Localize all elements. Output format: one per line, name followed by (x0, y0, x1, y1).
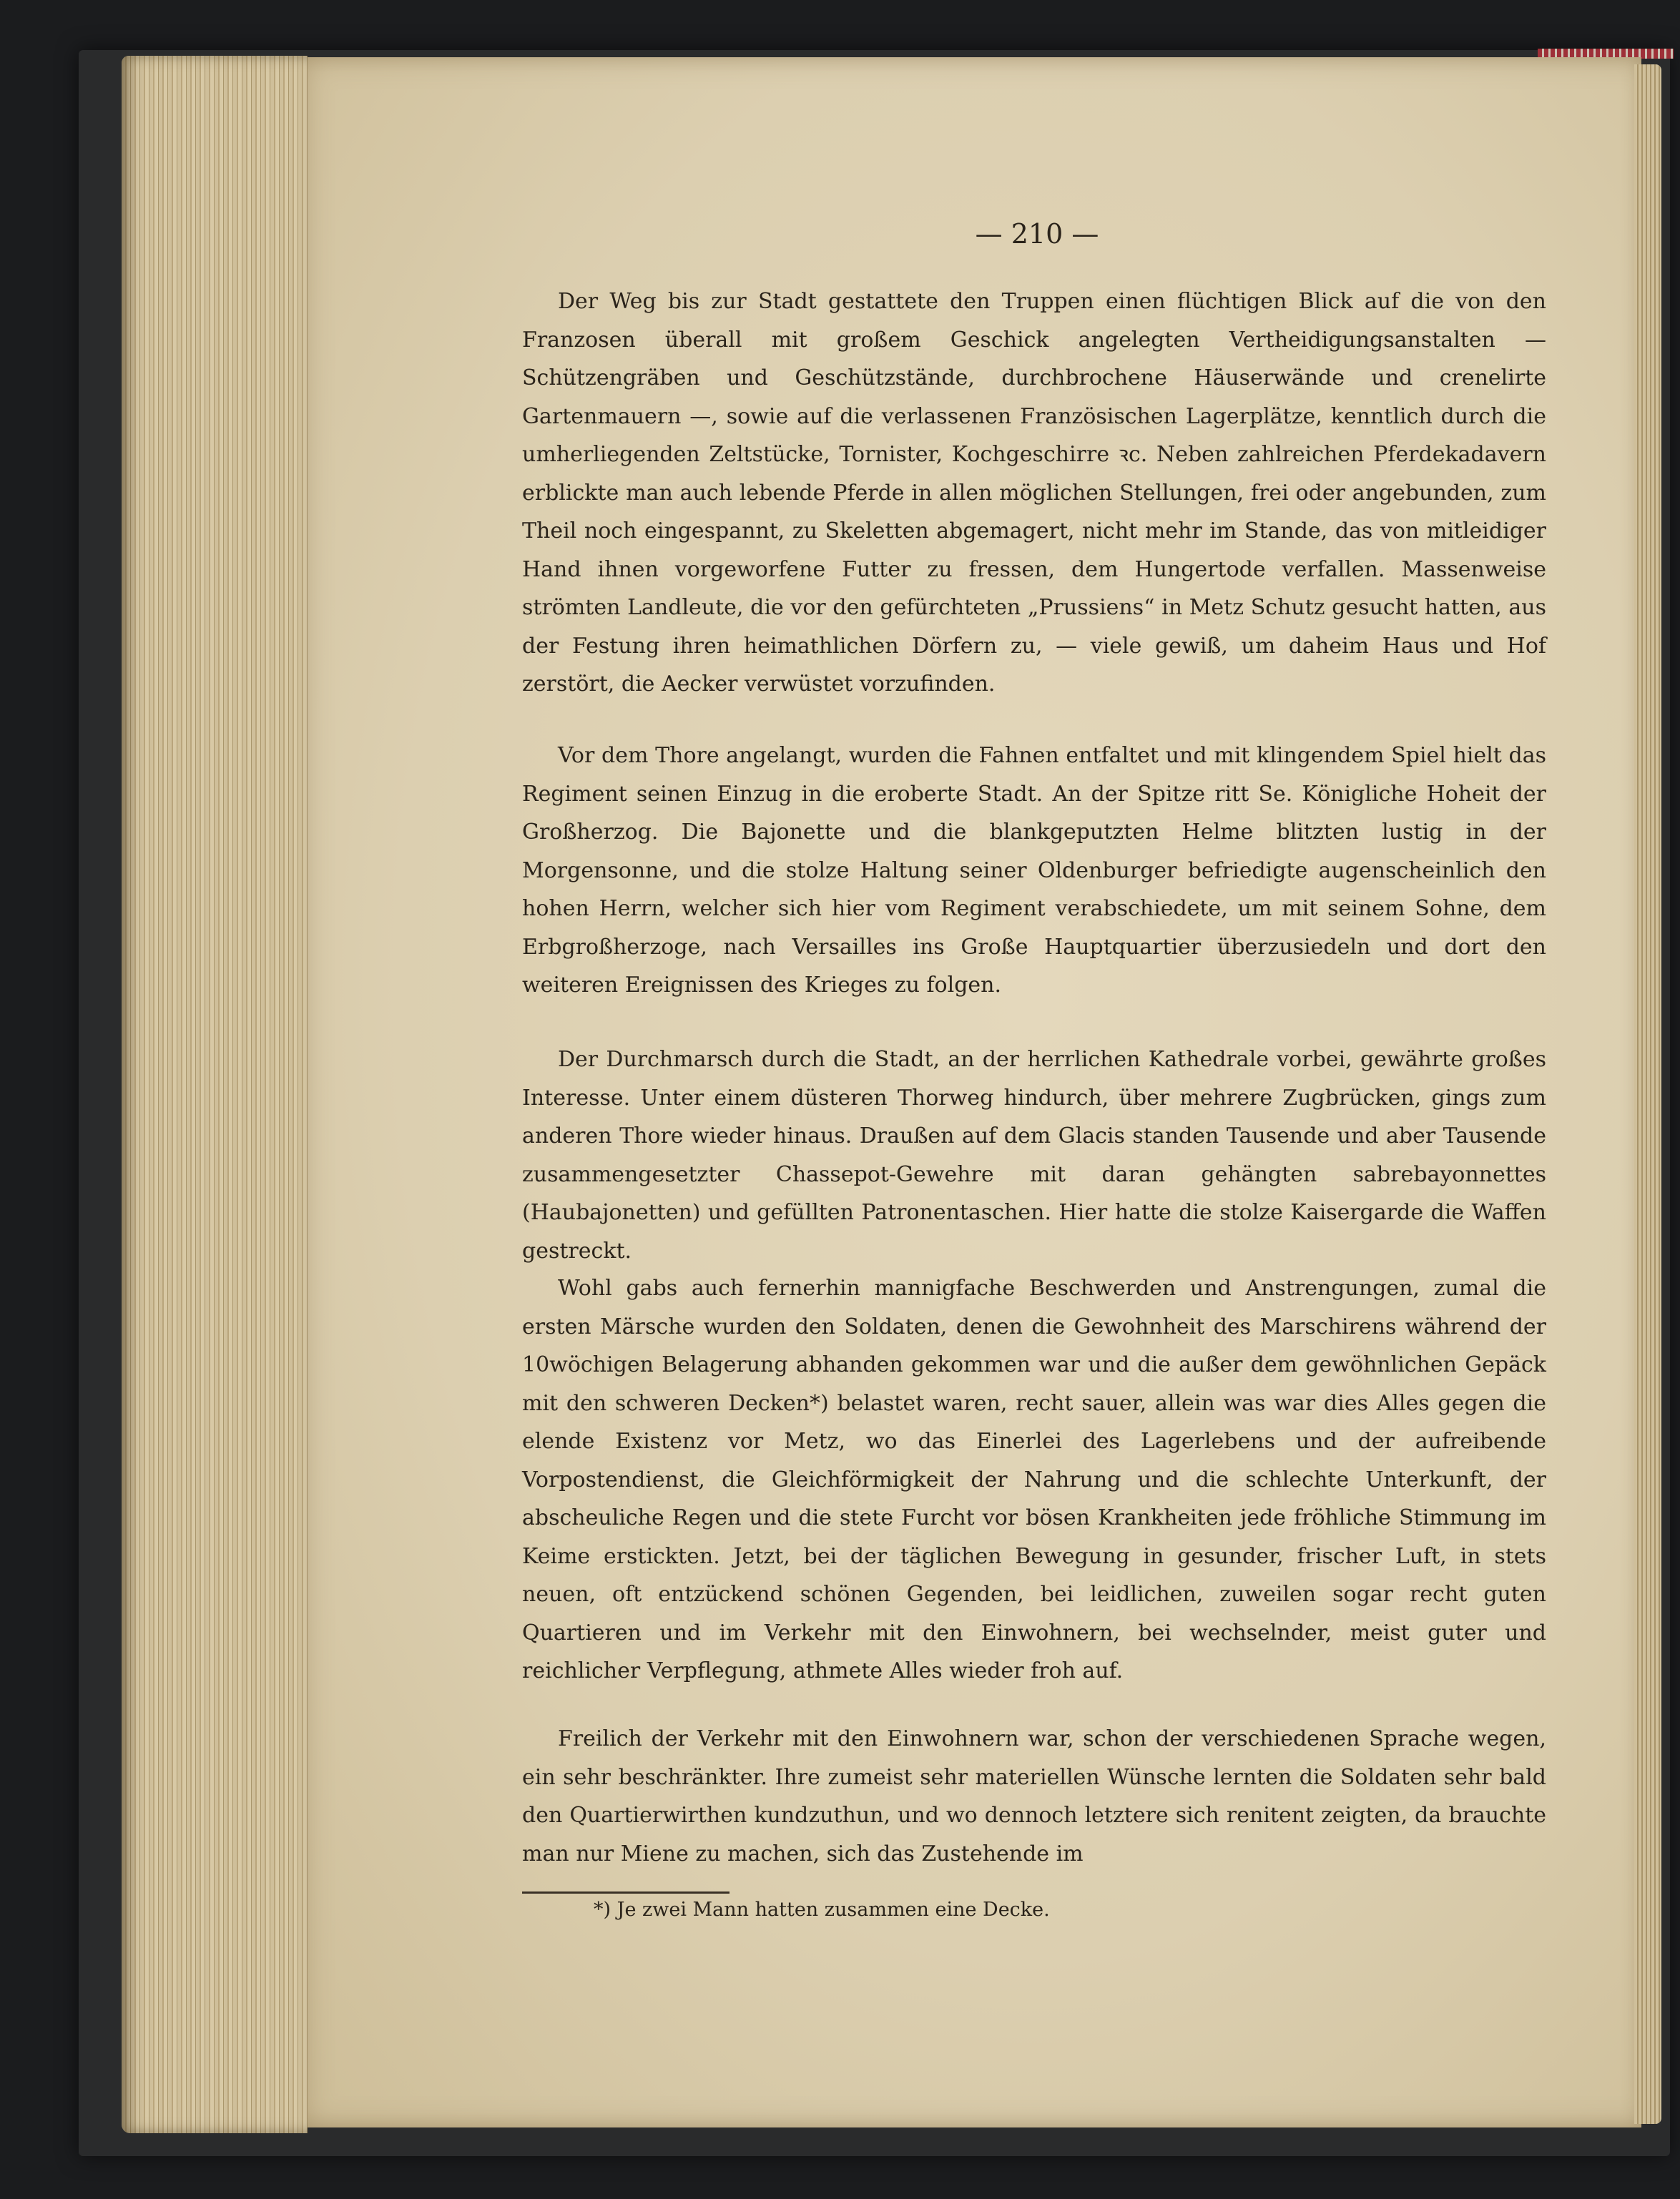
footnote: *) Je zwei Mann hatten zusammen eine Decke. (594, 1899, 1050, 1921)
page-edges-right (1634, 64, 1661, 2124)
paragraph: Der Weg bis zur Stadt gestattete den Truppen einen flüchtigen Blick auf die von den Franzosen überall mit großem Geschick angelegten Vertheidigungsanstalten — Schützengräben und Geschützstände, durchbrochene Häuserwände und crenelirte Gartenmauern —, sowie auf die verlassenen Französischen Lagerplätze, kenntlich durch die umherliegenden Zeltstücke, Tornister, Kochgeschirre ꝛc. Neben zahlreichen Pferdekadavern erblickte man auch lebende Pferde in allen möglichen Stellungen, frei oder angebunden, zum Theil noch eingespannt, zu Skeletten abgemagert, nicht mehr im Stande, das von mitleidiger Hand ihnen vorgeworfene Futter zu fressen, dem Hungertode verfallen. Massenweise strömten Landleute, die vor den gefürchteten „Prussiens“ in Metz Schutz gesucht hatten, aus der Festung ihren heimathlichen Dörfern zu, — viele gewiß, um daheim Haus und Hof zerstört, die Aecker verwüstet vorzufinden. (522, 289, 1546, 697)
paragraph: Vor dem Thore angelangt, wurden die Fahnen entfaltet und mit klingendem Spiel hielt das Regiment seinen Einzug in die eroberte Stadt. An der Spitze ritt Se. Königliche Hoheit der Großherzog. Die Bajonette und die blankgeputzten Helme blitzten lustig in der Morgensonne, und die stolze Haltung seiner Oldenburger befriedigte augenscheinlich den hohen Herrn, welcher sich hier vom Regiment verabschiedete, um mit seinem Sohne, dem Erbgroßherzoge, nach Versailles ins Große Hauptquartier überzusiedeln und dort den weiteren Ereignissen des Krieges zu folgen. (522, 743, 1546, 998)
page-edges-left (122, 56, 308, 2133)
paragraph-5-block (522, 1720, 1546, 1873)
page-number: — 210 — (975, 218, 1099, 250)
footnote-rule (522, 1891, 730, 1894)
paragraph: Freilich der Verkehr mit den Einwohnern war, schon der verschiedenen Sprache wegen, ein sehr beschränkter. Ihre zumeist sehr materiellen Wünsche lernten die Soldaten sehr bald den Quartierwirthen kundzuthun, und wo dennoch letztere sich renitent zeigten, da brauchte man nur Miene zu machen, sich das Zustehende im (522, 1726, 1546, 1866)
paragraph-1-block (522, 282, 1546, 704)
paragraph: Wohl gabs auch fernerhin mannigfache Beschwerden und Anstrengungen, zumal die ersten Märsche wurden den Soldaten, denen die Gewohnheit des Marschirens während der 10wöchigen Belagerung abhanden gekommen war und die außer dem gewöhnlichen Gepäck mit den schweren Decken*) belastet waren, recht sauer, allein was war dies Alles gegen die elende Existenz vor Metz, wo das Einerlei des Lagerlebens und der aufreibende Vorpostendienst, die Gleichförmigkeit der Nahrung und die schlechte Unterkunft, der abscheuliche Regen und die stete Furcht vor bösen Krankheiten jede fröhliche Stimmung im Keime erstickten. Jetzt, bei der täglichen Bewegung in gesunder, frischer Luft, in stets neuen, oft entzückend schönen Gegenden, bei leidlichen, zuweilen sogar recht guten Quartieren und im Verkehr mit den Einwohnern, bei wechselnder, meist guter und reichlicher Verpflegung, athmete Alles wieder froh auf. (522, 1276, 1546, 1683)
paragraph-3-block (522, 1041, 1546, 1270)
paragraph: Der Durchmarsch durch die Stadt, an der herrlichen Kathedrale vorbei, gewährte großes Interesse. Unter einem düsteren Thorweg hindurch, über mehrere Zugbrücken, gings zum anderen Thore wieder hinaus. Draußen auf dem Glacis standen Tausende und aber Tausende zusammengesetzter Chassepot-Gewehre mit daran gehängten sabrebayonnettes (Haubajonetten) und gefüllten Patronentaschen. Hier hatte die stolze Kaisergarde die Waffen gestreckt. (522, 1047, 1546, 1264)
paragraph-2-block (522, 737, 1546, 1005)
paragraph-4-block (522, 1269, 1546, 1691)
